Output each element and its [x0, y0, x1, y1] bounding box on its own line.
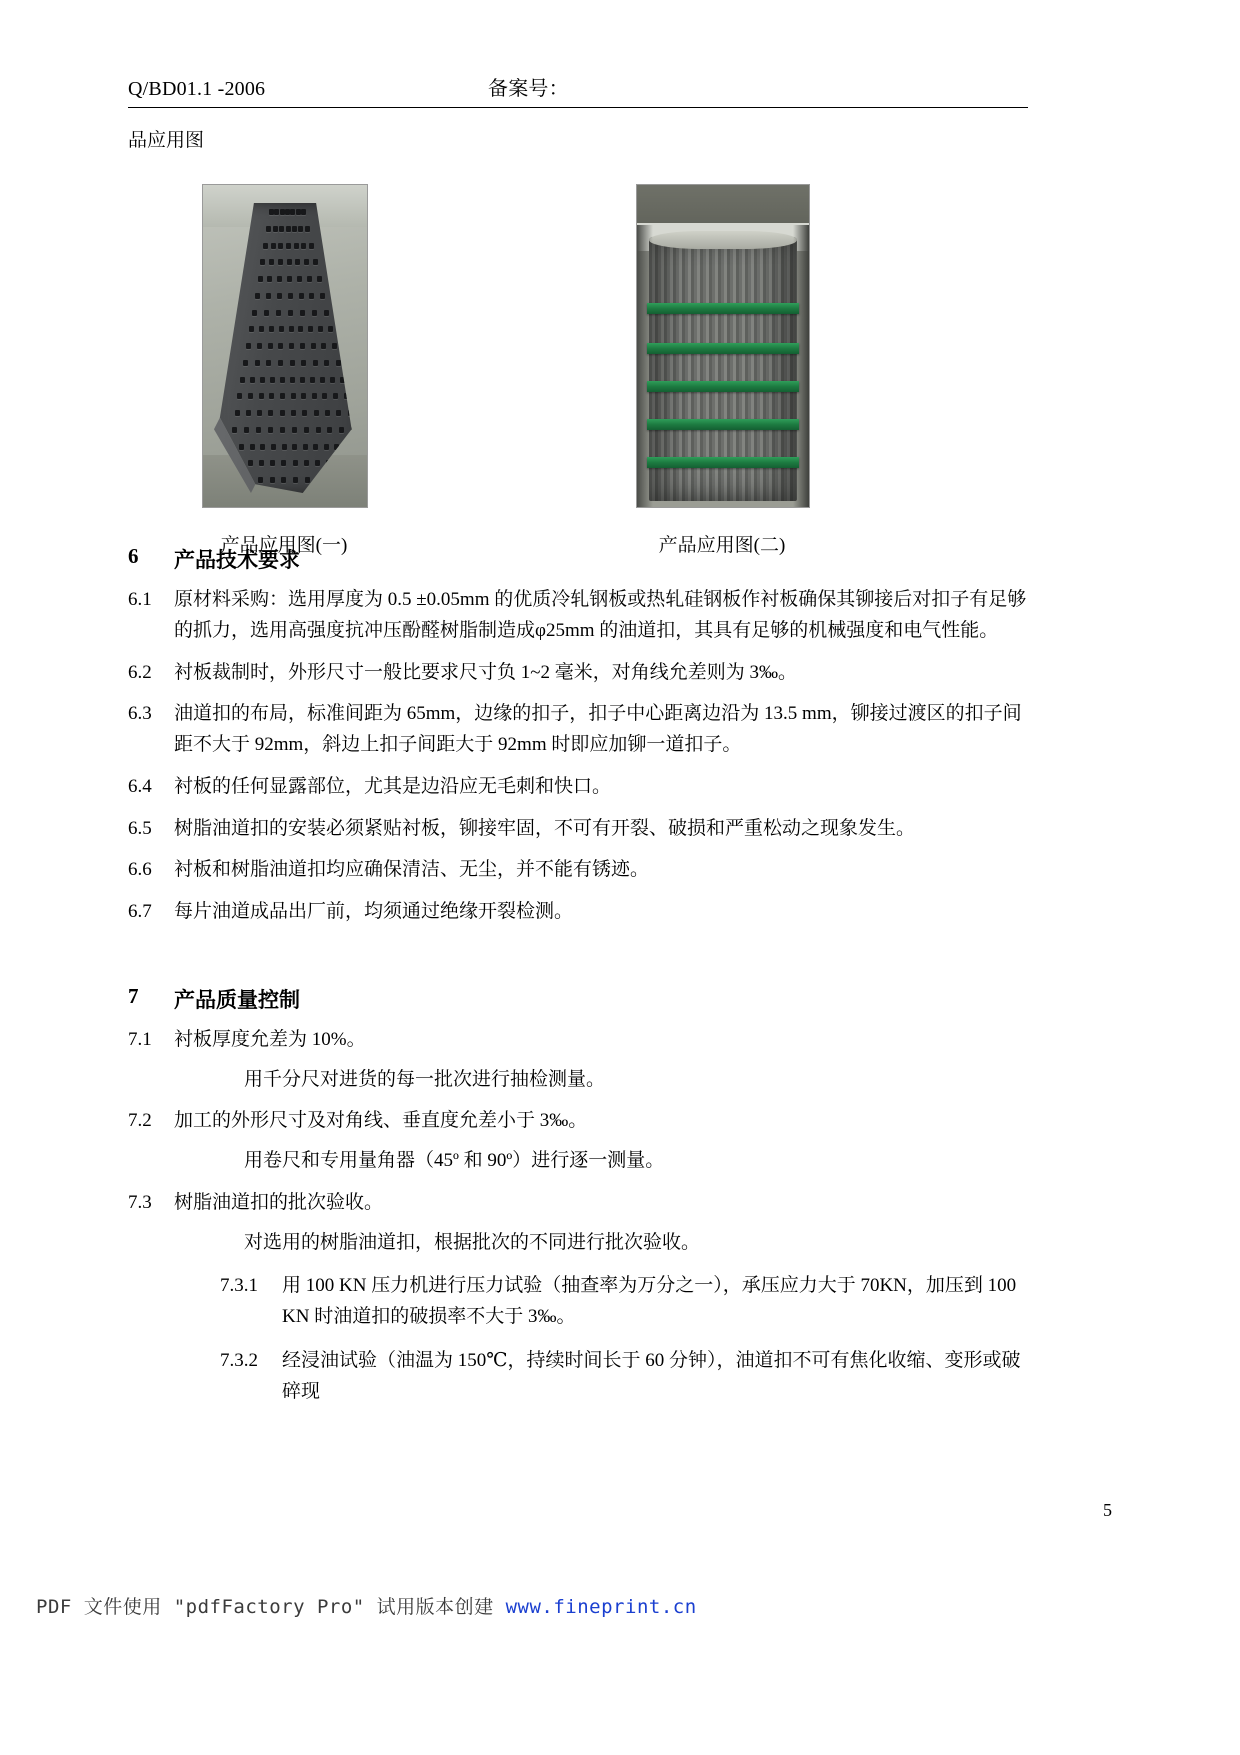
clause-7-1-note: 用千分尺对进货的每一批次进行抽检测量。	[244, 1068, 606, 1090]
page-header	[128, 72, 1028, 101]
filing-number-label: 备案号：	[488, 78, 569, 100]
clause-text: 衬板厚度允差为 10%。	[174, 1028, 366, 1050]
clause-number: 7.3.1	[220, 1275, 258, 1297]
clause-text: 加工的外形尺寸及对角线、垂直度允差小于 3‰。	[174, 1110, 588, 1132]
watermark-text: PDF 文件使用 "pdfFactory Pro" 试用版本创建	[36, 1596, 506, 1618]
header-divider	[128, 107, 1028, 108]
page-content	[128, 72, 1028, 1408]
clause-7-1	[128, 1025, 1028, 1056]
clause-text: 每片油道成品出厂前，均须通过绝缘开裂检测。	[174, 901, 574, 923]
clause-6-4	[128, 772, 1028, 803]
clause-7-3-2	[128, 1346, 1028, 1408]
clause-6-6	[128, 855, 1028, 886]
clause-text: 原材料采购：选用厚度为 0.5 ±0.05mm 的优质冷轧钢板或热轧硅钢板作衬板确保其铆接后对扣子有足够的抓力，选用高强度抗冲压酚醛树脂制造成φ25mm 的油道扣，其具有足够的机械强度和电气性能。	[174, 589, 1027, 641]
clause-7-3	[128, 1188, 1028, 1219]
clause-text: 树脂油道扣的安装必须紧贴衬板，铆接牢固，不可有开裂、破损和严重松动之现象发生。	[174, 817, 916, 839]
figure-two	[636, 184, 810, 557]
clause-text: 衬板裁制时，外形尺寸一般比要求尺寸负 1~2 毫米，对角线允差则为 3‰。	[174, 661, 798, 683]
figure-one-caption: 产品应用图(一)	[220, 535, 348, 556]
perforated-plate-photo	[202, 184, 368, 508]
clause-number: 6.6	[128, 859, 152, 881]
clause-7-2-note: 用卷尺和专用量角器（45º 和 90º）进行逐一测量。	[244, 1150, 665, 1172]
page-number: 5	[1103, 1500, 1112, 1520]
clause-6-7	[128, 897, 1028, 928]
clause-number: 6.4	[128, 775, 152, 797]
section-heading-7	[128, 984, 1028, 1014]
watermark-url[interactable]: www.fineprint.cn	[505, 1596, 697, 1618]
figure-one	[202, 184, 368, 557]
clause-7-2	[128, 1106, 1028, 1137]
clause-6-5	[128, 814, 1028, 845]
clause-number: 6.5	[128, 817, 152, 839]
clause-number: 7.1	[128, 1028, 152, 1050]
clause-number: 7.3	[128, 1191, 152, 1213]
clause-number: 6.7	[128, 901, 152, 923]
clause-text: 油道扣的布局，标准间距为 65mm，边缘的扣子，扣子中心距离边沿为 13.5 mm，铆接过渡区的扣子间距不大于 92mm，斜边上扣子间距大于 92mm 时即应加铆一道扣子。	[174, 703, 1022, 756]
clause-6-3	[128, 699, 1028, 761]
pdf-watermark-footer	[36, 1592, 697, 1619]
section-7-number: 7	[128, 983, 139, 1008]
clause-text: 用 100 KN 压力机进行压力试验（抽查率为万分之一），承压应力大于 70KN，加压到 100 KN 时油道扣的破损率不大于 3‰。	[282, 1275, 1017, 1328]
clause-number: 6.3	[128, 703, 152, 725]
clause-text: 衬板和树脂油道扣均应确保清洁、无尘，并不能有锈迹。	[174, 859, 650, 881]
figure-two-caption: 产品应用图(二)	[658, 535, 786, 556]
clause-number: 6.2	[128, 661, 152, 683]
subtitle-text: 品应用图	[128, 130, 205, 151]
clause-7-3-note: 对选用的树脂油道扣，根据批次的不同进行批次验收。	[244, 1231, 701, 1253]
clause-7-3-1	[128, 1271, 1028, 1333]
figure-group	[128, 184, 1028, 556]
section-6-number: 6	[128, 544, 139, 568]
clause-number: 6.1	[128, 589, 152, 610]
section-6-title: 产品技术要求	[174, 548, 300, 572]
clause-text: 衬板的任何显露部位，尤其是边沿应无毛刺和快口。	[174, 775, 612, 797]
banded-cylinder-photo	[636, 184, 810, 508]
section-7-title: 产品质量控制	[174, 987, 300, 1012]
clause-text: 树脂油道扣的批次验收。	[174, 1191, 384, 1213]
clause-text: 经浸油试验（油温为 150℃，持续时间长于 60 分钟），油道扣不可有焦化收缩、变形或破碎现	[282, 1350, 1021, 1402]
clause-6-2	[128, 658, 1028, 689]
clause-number: 7.2	[128, 1110, 152, 1132]
clause-number: 7.3.2	[220, 1350, 258, 1372]
document-code: Q/BD01.1 -2006	[128, 78, 266, 100]
clause-6-1	[128, 585, 1028, 647]
